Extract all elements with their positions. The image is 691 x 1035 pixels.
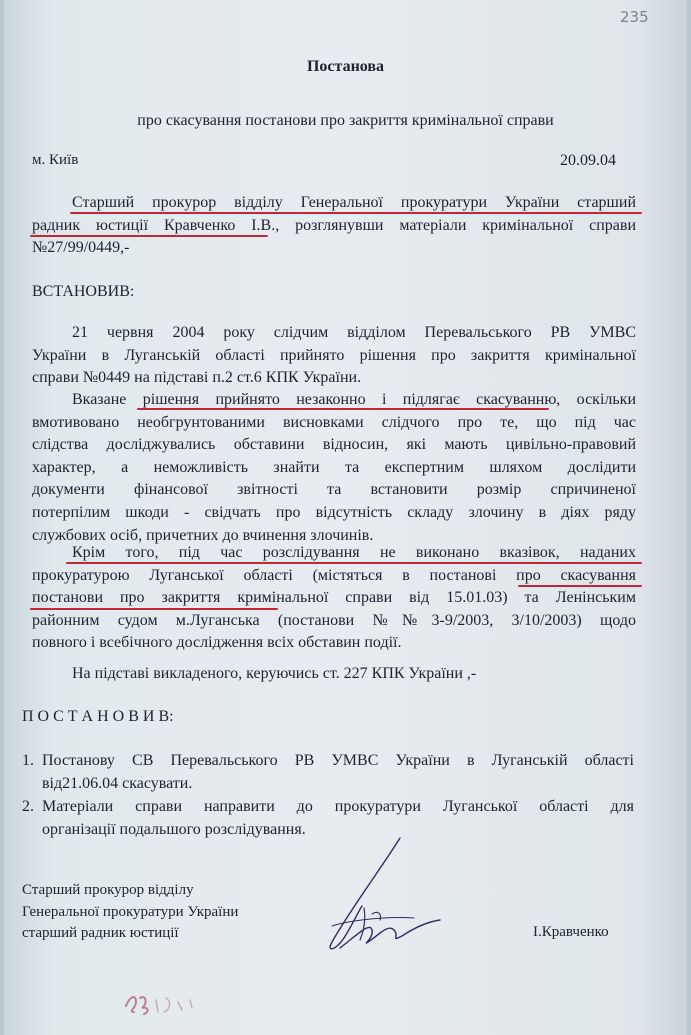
signer-position: Старший прокурор відділу [22, 882, 194, 898]
faded-stamp-mark [120, 980, 210, 1020]
red-underline [518, 585, 642, 587]
page-number: 235 [620, 8, 649, 26]
document-title: Постанова [306, 58, 385, 75]
paragraph-line: вмотивовано необгрунтованими висновками слідчого про те, що під час [32, 413, 636, 431]
item-line: Матеріали справи направити до прокуратури Луганської області для [42, 798, 634, 815]
intro-line: радник юстиції Кравченко І.В., розглянувши матеріали кримінальної справи [32, 216, 636, 234]
basis-line: На підставі викладеного, керуючись ст. 227 КПК України ,- [72, 665, 477, 682]
paragraph-line: слідства досліджувались обставини відносин, які мають цивільно-правовий [32, 436, 636, 454]
intro-line: Старший прокурор відділу Генеральної прокуратури України старший [72, 194, 636, 211]
handwritten-signature [310, 830, 530, 965]
page-left-edge [0, 0, 4, 1035]
signer-rank: старший радник юстиції [22, 925, 179, 941]
paragraph-3 [32, 542, 636, 655]
paragraph-line: Вказане рішення прийнято незаконно і підлягає скасуванню, оскільки [72, 391, 636, 408]
red-underline [70, 212, 642, 214]
red-underline [137, 408, 549, 410]
paragraph-line: повного і всебічного дослідження всіх обставин події. [32, 634, 402, 652]
paragraph-line: справи №0449 на підставі п.2 ст.6 КПК України. [32, 369, 362, 387]
signature-block [22, 880, 238, 945]
item-line: від21.06.04 скасувати. [42, 774, 193, 792]
paragraph-line: службових осіб, причетних до вчинення злочинів. [32, 526, 374, 544]
document-date: 20.09.04 [560, 152, 616, 169]
paragraph-line: 21 червня 2004 року слідчим відділом Перевальського РВ УМВС [72, 324, 636, 341]
red-underline [30, 608, 278, 610]
signer-name: І.Кравченко [533, 924, 609, 940]
decision-item-1 [22, 750, 634, 795]
paragraph-line: України в Луганській області прийнято рішення про закриття кримінальної [32, 346, 636, 364]
item-number: 2. [22, 798, 34, 815]
item-line: організації подальшого розслідування. [42, 820, 306, 838]
paragraph-line: районним судом м.Луганська (постанови №№3-9/2003, 3/10/2003) щодо [32, 611, 636, 629]
paragraph-line: постанови про закриття кримінальної справи від 15.01.03) та Ленінським [32, 589, 636, 607]
paragraph-2 [32, 389, 636, 547]
item-number: 1. [22, 752, 34, 769]
established-heading: ВСТАНОВИВ: [32, 283, 135, 300]
paragraph-line: потерпілим шкоди - свідчать про відсутність складу злочину в діях ряду [32, 503, 636, 521]
intro-paragraph [32, 192, 636, 260]
signer-organization: Генеральної прокуратури України [22, 903, 239, 920]
paragraph-line: Крім того, під час розслідування не виконано вказівок, наданих [72, 544, 636, 561]
red-underline [30, 235, 268, 237]
page-right-edge [687, 0, 691, 1035]
paragraph-1 [32, 322, 636, 390]
decided-heading: П О С Т А Н О В И В: [22, 708, 174, 725]
city: м. Київ [32, 152, 79, 168]
paragraph-line: характер, а неможливість знайти та експертним шляхом дослідити [32, 458, 636, 476]
document-subtitle: про скасування постанови про закриття кримінальної справи [137, 112, 554, 129]
paragraph-line: документи фінансової звітності та встановити розмір спричиненої [32, 481, 636, 499]
intro-line: №27/99/0449,- [32, 239, 130, 257]
paragraph-line: прокуратурою Луганської області (містяться в постанові про скасування [32, 566, 636, 584]
red-underline [66, 562, 642, 564]
item-line: Постанову СВ Перевальського РВ УМВС України в Луганській області [42, 752, 634, 769]
